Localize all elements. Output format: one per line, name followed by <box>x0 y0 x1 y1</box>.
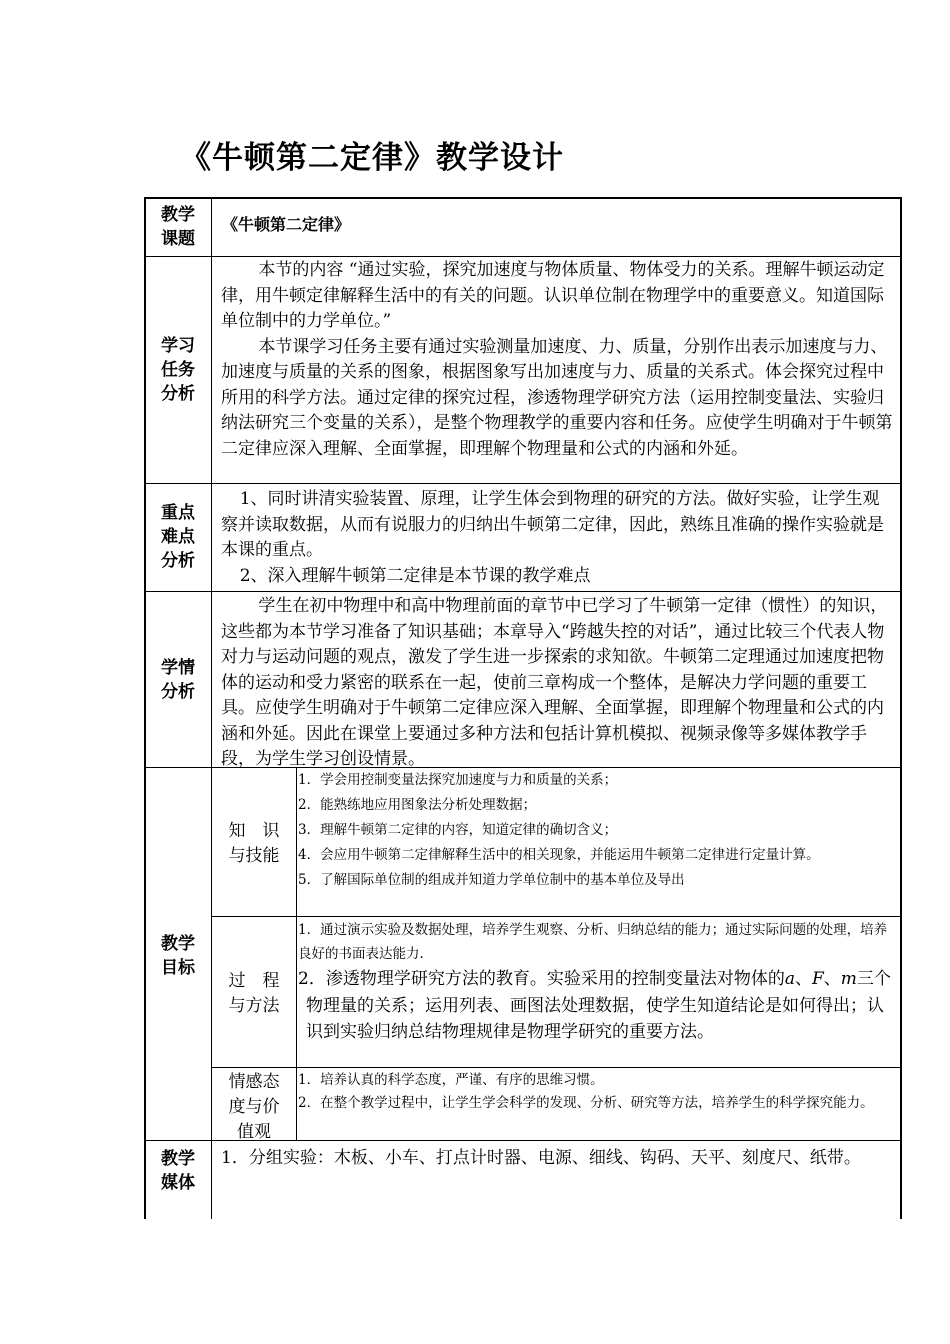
row-divider <box>144 256 902 257</box>
process-methods-label: 过 程 与方法 <box>228 971 280 1016</box>
emotion-values-list <box>298 1069 896 1115</box>
knowledge-skills-list <box>298 768 896 893</box>
task-analysis-label: 学习 任务 分析 <box>161 336 195 404</box>
media-text: 1．分组实验：木板、小车、打点计时器、电源、细线、钩码、天平、刻度尺、纸带。 <box>221 1148 861 1168</box>
list-item: 1．通过演示实验及数据处理，培养学生观察、分析、归纳总结的能力；通过实际问题的处理，培养良好的书面表达能力. <box>298 922 888 962</box>
process-methods-text <box>298 918 896 1046</box>
row-divider <box>212 916 902 917</box>
task-analysis-para-1: 本节的内容 “通过实验，探究加速度与物体质量、物体受力的关系。理解牛顿运动定律，用牛顿定律解释生活中的有关的问题。认识单位制在物理学中的重要意义。知道国际单位制中的力学单位。” <box>221 260 885 331</box>
row-divider <box>144 591 902 592</box>
key-point-item: 2、深入理解牛顿第二定律是本节课的教学难点 <box>239 565 591 586</box>
list-item: 5．了解国际单位制的组成并知道力学单位制中的基本单位及导出 <box>298 872 685 888</box>
key-points-label: 重点 难点 分析 <box>161 503 195 571</box>
list-item: 2．能熟练地应用图象法分析处理数据； <box>298 797 537 813</box>
task-analysis-para-2: 本节课学习任务主要有通过实验测量加速度、力、质量，分别作出表示加速度与力、加速度与质量的关系的图象，根据图象写出加速度与力、质量的关系式。体会探究过程中所用的科学方法。通过定律的探究过程，渗透物理学研究方法（运用控制变量法、实验归纳法研究三个变量的关系），是整个物理教学的重要内容和任务。应使学生明确对于牛顿第二定律应深入理解、全面掌握，即理解个物理量和公式的内涵和外延。 <box>221 336 893 459</box>
list-item: 4．会应用牛顿第二定律解释生活中的相关现象，并能运用牛顿第二定律进行定量计算。 <box>298 847 820 863</box>
learner-analysis-label: 学情 分析 <box>161 658 195 702</box>
key-points-text <box>221 487 893 589</box>
task-analysis-text <box>221 258 893 462</box>
list-item: 1．培养认真的科学态度，严谨、有序的思维习惯。 <box>298 1072 604 1088</box>
topic-label: 教学 课题 <box>161 205 195 249</box>
column-divider <box>296 767 297 1140</box>
media-label: 教学 媒体 <box>161 1149 195 1193</box>
list-item: 2．在整个教学过程中，让学生学会科学的发现、分析、研究等方法，培养学生的科学探究能力。 <box>298 1095 874 1111</box>
column-divider <box>211 197 212 1219</box>
knowledge-skills-label: 知 识 与技能 <box>228 821 280 866</box>
row-divider <box>212 1067 902 1068</box>
page-title: 《牛顿第二定律》教学设计 <box>180 140 564 176</box>
learner-analysis-text: 学生在初中物理中和高中物理前面的章节中已学习了牛顿第一定律（惯性）的知识，这些都为本节学习准备了知识基础；本章导入“跨越失控的对话”，通过比较三个代表人物对力与运动问题的观点，激发了学生进一步探索的求知欲。牛顿第二定理通过加速度把物体的运动和受力紧密的联系在一起，使前三章构成一个整体，是解决力学问题的重要工具。应使学生明确对于牛顿第二定律应深入理解、全面掌握，即理解个物理量和公式的内涵和外延。因此在课堂上要通过多种方法和包括计算机模拟、视频录像等多媒体教学手段，为学生学习创设情景。 <box>221 596 888 769</box>
list-item: 2．渗透物理学研究方法的教育。实验采用的控制变量法对物体的a、F、m三个物理量的关系；运用列表、画图法处理数据，使学生知道结论是如何得出；认识到实验归纳总结物理规律是物理学研究的重要方法。 <box>298 969 891 1042</box>
emotion-values-label: 情感态 度与价 值观 <box>228 1072 280 1142</box>
list-item: 1．学会用控制变量法探究加速度与力和质量的关系； <box>298 772 618 788</box>
objectives-label: 教学 目标 <box>161 934 195 978</box>
list-item: 3．理解牛顿第二定律的内容，知道定律的确切含义； <box>298 822 618 838</box>
topic-value: 《牛顿第二定律》 <box>222 215 351 234</box>
row-divider <box>144 483 902 484</box>
key-point-item: 1、同时讲清实验装置、原理，让学生体会到物理的研究的方法。做好实验，让学生观察并读取数据，从而有说服力的归纳出牛顿第二定律，因此，熟练且准确的操作实验就是本课的重点。 <box>221 489 884 560</box>
